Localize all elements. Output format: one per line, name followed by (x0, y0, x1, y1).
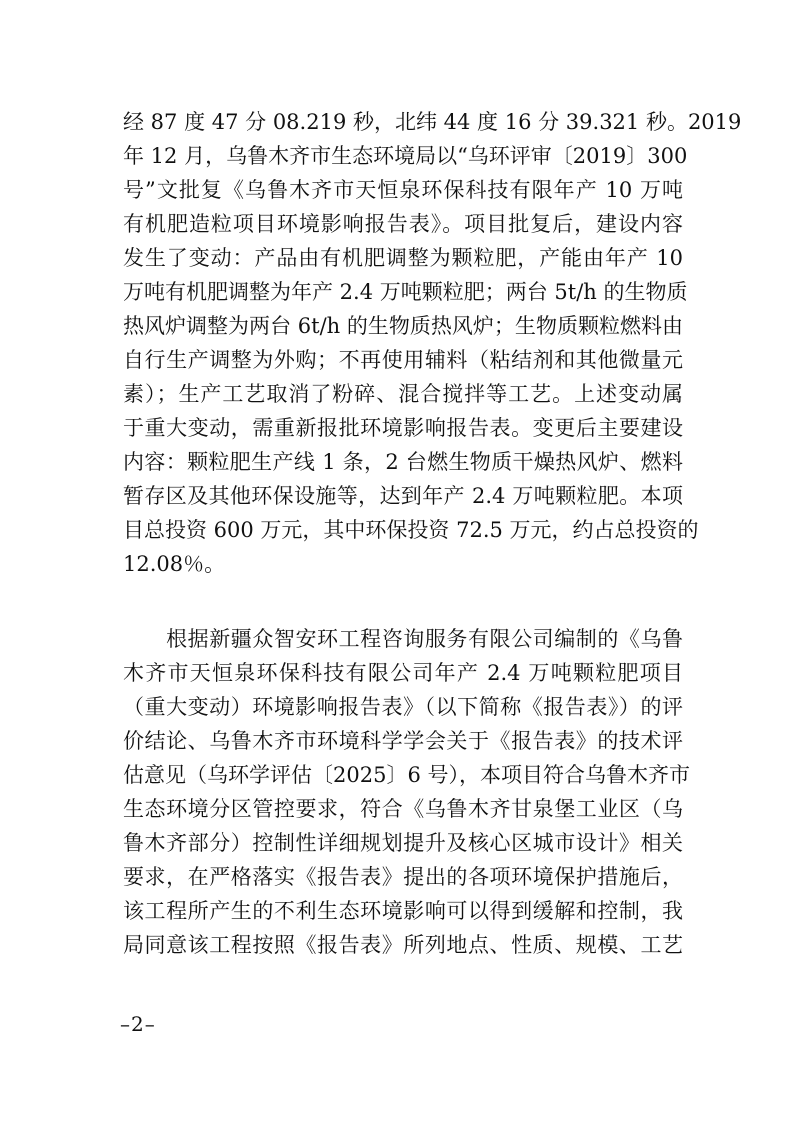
text-line: 木齐市天恒泉环保科技有限公司年产 2.4 万吨颗粒肥项目 (123, 661, 683, 685)
text-line: 12.08％。 (123, 552, 226, 576)
text-line: 要求，在严格落实《报告表》提出的各项环境保护措施后， (123, 865, 683, 889)
text-line: 有机肥造粒项目环境影响报告表》。项目批复后，建设内容 (123, 212, 683, 236)
paragraph-2 (123, 622, 690, 962)
text-line: 目总投资 600 万元，其中环保投资 72.5 万元，约占总投资的 (123, 518, 699, 542)
text-line: 热风炉调整为两台 6t/h 的生物质热风炉；生物质颗粒燃料由 (123, 314, 683, 338)
text-line: 根据新疆众智安环工程咨询服务有限公司编制的《乌鲁 (123, 627, 683, 651)
text-line: 价结论、乌鲁木齐市环境科学学会关于《报告表》的技术评 (123, 729, 683, 753)
text-line: 经 87 度 47 分 08.219 秒，北纬 44 度 16 分 39.321 秒。2019 (123, 110, 742, 134)
text-line: 素）；生产工艺取消了粉碎、混合搅拌等工艺。上述变动属 (123, 382, 683, 406)
text-line: 生态环境分区管控要求，符合《乌鲁木齐甘泉堡工业区（乌 (123, 797, 683, 821)
text-line: （重大变动）环境影响报告表》（以下简称《报告表》）的评 (123, 695, 683, 719)
text-line: 该工程所产生的不利生态环境影响可以得到缓解和控制，我 (123, 899, 683, 923)
text-line: 发生了变动：产品由有机肥调整为颗粒肥，产能由年产 10 (123, 246, 683, 270)
text-line: 自行生产调整为外购；不再使用辅料（粘结剂和其他微量元 (123, 348, 683, 372)
text-line: 年 12 月，乌鲁木齐市生态环境局以“乌环评审〔2019〕300 (123, 144, 688, 168)
text-line: 万吨有机肥调整为年产 2.4 万吨颗粒肥；两台 5t/h 的生物质 (123, 280, 688, 304)
text-line: 号”文批复《乌鲁木齐市天恒泉环保科技有限年产 10 万吨 (123, 178, 683, 202)
paragraph-1 (123, 105, 742, 581)
text-line: 内容：颗粒肥生产线 1 条，2 台燃生物质干燥热风炉、燃料 (123, 450, 683, 474)
text-line: 暂存区及其他环保设施等，达到年产 2.4 万吨颗粒肥。本项 (123, 484, 683, 508)
text-line: 估意见（乌环学评估〔2025〕6 号），本项目符合乌鲁木齐市 (123, 763, 690, 787)
page-number: –2– (120, 1012, 156, 1036)
text-line: 于重大变动，需重新报批环境影响报告表。变更后主要建设 (123, 416, 683, 440)
text-line: 鲁木齐部分）控制性详细规划提升及核心区城市设计》相关 (123, 831, 683, 855)
text-line: 局同意该工程按照《报告表》所列地点、性质、规模、工艺 (123, 933, 683, 957)
